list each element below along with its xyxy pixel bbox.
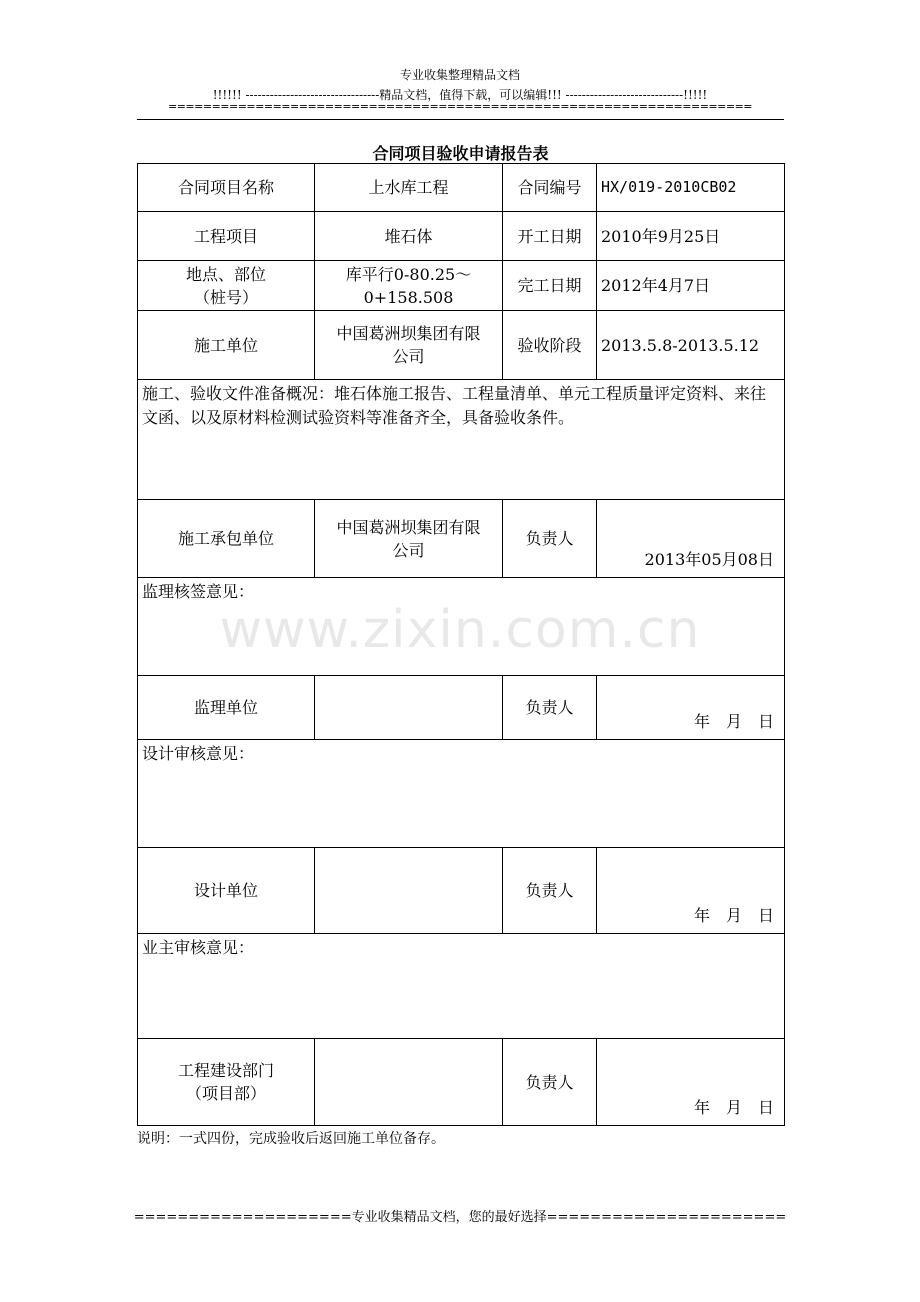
contractor-person-label: 负责人: [503, 500, 597, 578]
footer-line: ====================专业收集精品文档，您的最好选择======================: [133, 1210, 787, 1225]
design-signature-cell: [597, 848, 785, 934]
design-unit-label: 设计单位: [138, 848, 315, 934]
contractor-signature-cell: [597, 500, 785, 578]
contractor-value-line1: 中国葛洲坝集团有限: [336, 517, 481, 537]
contractor-label: 施工承包单位: [138, 500, 315, 578]
contractor-value: [315, 500, 503, 578]
contract-number-label: 合同编号: [503, 164, 597, 212]
table-row: [138, 164, 785, 212]
location-value-line2: 0+158.508: [363, 287, 454, 307]
contractor-date: 2013年05月08日: [644, 550, 774, 569]
location-label: [138, 261, 315, 311]
location-value-line1: 库平行0-80.25～: [345, 264, 472, 284]
owner-opinion: 业主审核意见：: [138, 934, 785, 1039]
supervision-unit-value: [315, 676, 503, 740]
contract-name-value: 上水库工程: [315, 164, 503, 212]
table-row: [138, 311, 785, 380]
contract-name-label: 合同项目名称: [138, 164, 315, 212]
start-date-label: 开工日期: [503, 212, 597, 261]
supervision-unit-label: 监理单位: [138, 676, 315, 740]
table-row: [138, 1039, 785, 1126]
owner-signature-cell: [597, 1039, 785, 1126]
form-title: 合同项目验收申请报告表: [372, 144, 549, 163]
table-row: [138, 261, 785, 311]
project-item-label: 工程项目: [138, 212, 315, 261]
project-item-value: 堆石体: [315, 212, 503, 261]
owner-unit-value: [315, 1039, 503, 1126]
supervision-signature-cell: [597, 676, 785, 740]
design-person-label: 负责人: [503, 848, 597, 934]
owner-unit-label-line2: （项目部）: [185, 1084, 266, 1103]
acceptance-stage-value: 2013.5.8-2013.5.12: [597, 311, 785, 380]
table-row: [138, 848, 785, 934]
document-overview: 施工、验收文件准备概况：堆石体施工报告、工程量清单、单元工程质量评定资料、来往文函、以及原材料检测试验资料等准备齐全，具备验收条件。: [138, 380, 785, 500]
supervision-opinion: 监理核签意见：: [138, 578, 785, 676]
table-row: [138, 380, 785, 500]
end-date-value: 2012年4月7日: [597, 261, 785, 311]
supervision-date: 年 月 日: [693, 712, 774, 731]
owner-unit-label-line1: 工程建设部门: [177, 1061, 274, 1080]
owner-date: 年 月 日: [693, 1098, 774, 1117]
end-date-label: 完工日期: [503, 261, 597, 311]
design-unit-value: [315, 848, 503, 934]
header-rule: [137, 119, 784, 120]
construction-unit-value: [315, 311, 503, 380]
owner-person-label: 负责人: [503, 1039, 597, 1126]
header-line-2: !!!!!! ---------------------------------精品文档，值得下载，可以编辑!!! -----------------------------!!!!!: [212, 88, 708, 102]
contract-number-value: HX/019-2010CB02: [597, 164, 785, 212]
header-line-3: ===================================================================: [167, 100, 753, 113]
table-row: [138, 740, 785, 848]
contractor-value-line2: 公司: [392, 540, 425, 560]
design-opinion: 设计审核意见：: [138, 740, 785, 848]
table-row: [138, 934, 785, 1039]
location-label-line1: 地点、部位: [185, 264, 266, 284]
construction-unit-line2: 公司: [392, 347, 425, 366]
table-row: [138, 500, 785, 578]
table-row: [138, 676, 785, 740]
location-label-line2: （桩号）: [193, 287, 258, 307]
watermark: www.zixin.com.cn: [219, 600, 701, 660]
form-note: 说明：一式四份，完成验收后返回施工单位备存。: [137, 1131, 445, 1147]
construction-unit-label: 施工单位: [138, 311, 315, 380]
start-date-value: 2010年9月25日: [597, 212, 785, 261]
owner-unit-label: [138, 1039, 315, 1126]
supervision-person-label: 负责人: [503, 676, 597, 740]
header-line-1: 专业收集整理精品文档: [399, 68, 520, 82]
table-row: [138, 212, 785, 261]
acceptance-stage-label: 验收阶段: [503, 311, 597, 380]
design-date: 年 月 日: [693, 906, 774, 925]
construction-unit-line1: 中国葛洲坝集团有限: [336, 324, 481, 343]
location-value: [315, 261, 503, 311]
